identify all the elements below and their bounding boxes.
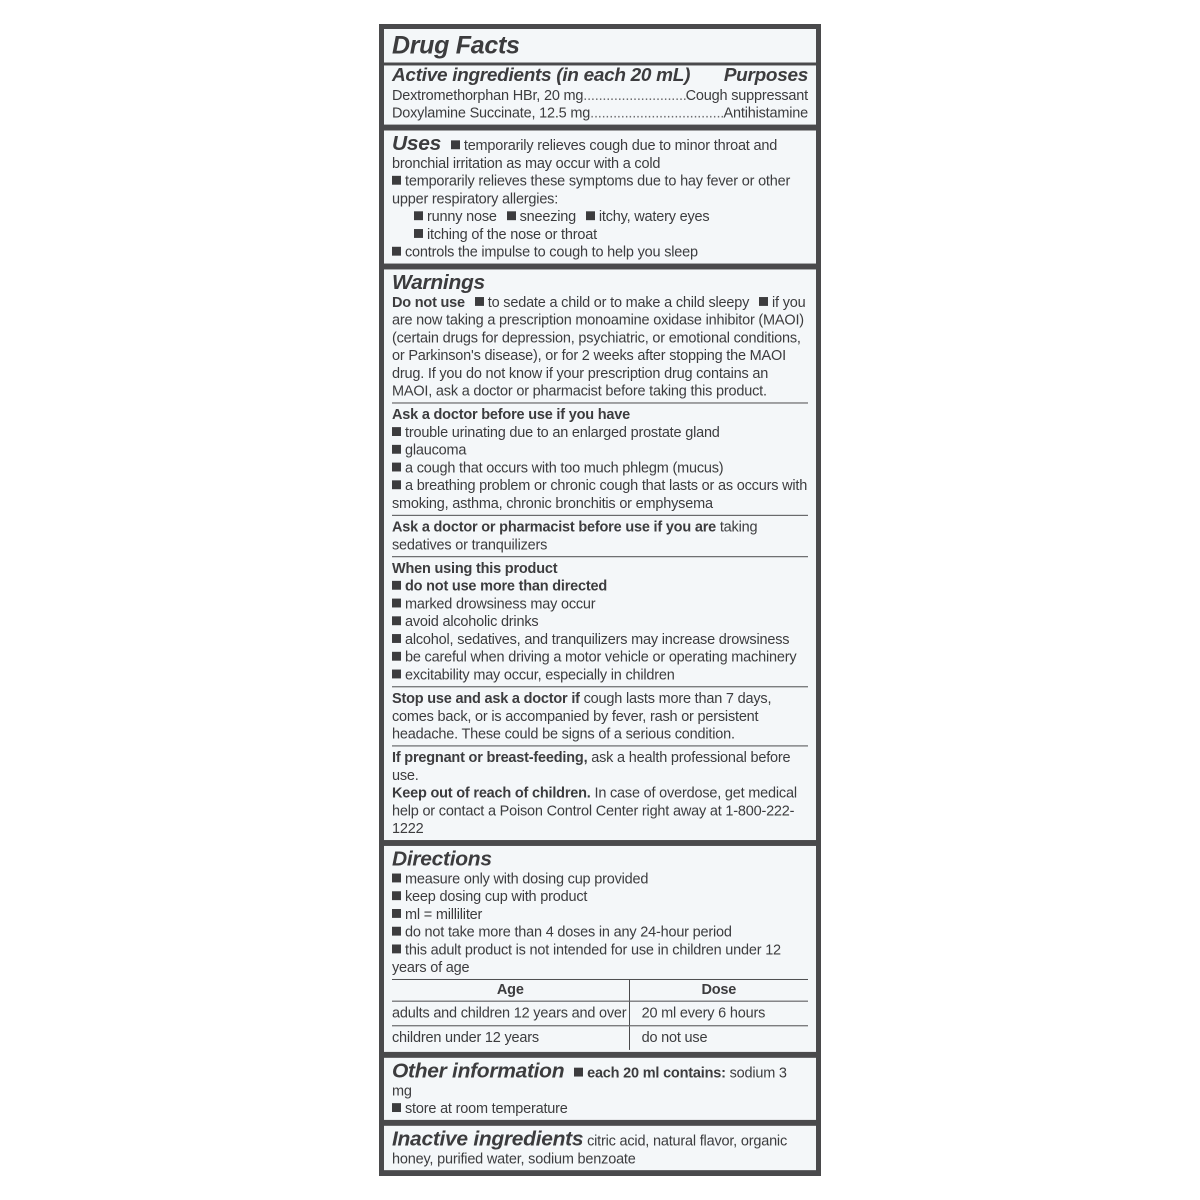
other-info-line [392, 1061, 808, 1100]
ingredient-purpose: Antihistamine [723, 105, 808, 122]
uses-item [392, 244, 808, 262]
bullet-icon [414, 229, 423, 238]
bullet-icon [392, 463, 401, 472]
uses-text: temporarily relieves cough due to minor throat and bronchial irritation as may occur with a cold [392, 138, 778, 172]
direction-text: ml = milliliter [405, 907, 483, 923]
bullet-icon [414, 211, 423, 220]
leader-dots [590, 105, 723, 123]
pregnancy-text: ask a health professional before use. [392, 750, 791, 784]
directions-section [384, 846, 816, 1052]
dose-cell: do not use [629, 1026, 808, 1050]
list-item [392, 442, 808, 460]
divider [392, 402, 808, 403]
active-ingredients-heading: Active ingredients (in each 20 mL) [392, 65, 691, 87]
age-cell: adults and children 12 years and over [392, 1001, 629, 1026]
table-row [392, 1001, 808, 1026]
direction-text: this adult product is not intended for use in children under 12 years of age [392, 942, 781, 977]
divider [392, 745, 808, 746]
bullet-icon [586, 211, 595, 220]
bullet-icon [451, 140, 460, 149]
ask-doctor-heading: Ask a doctor before use if you have [392, 407, 630, 424]
divider [392, 686, 808, 687]
ingredient-row [392, 105, 808, 123]
bullet-icon [759, 297, 768, 306]
direction-text: keep dosing cup with product [405, 889, 588, 906]
symptom: runny nose [427, 209, 497, 226]
list-item [392, 924, 808, 942]
bullet-icon [392, 927, 401, 936]
bullet-icon [392, 581, 401, 590]
condition: a breathing problem or chronic cough that lasts or as occurs with smoking, asthma, chronic bronchitis or emphysema [392, 478, 808, 512]
divider [392, 556, 808, 557]
list-item [392, 460, 808, 478]
ask-pharmacist-label: Ask a doctor or pharmacist before use if you are [392, 519, 716, 536]
uses-heading: Uses [392, 132, 442, 156]
condition: glaucoma [405, 442, 467, 459]
ingredient-purpose: Cough suppressant [685, 88, 808, 104]
stop-use-label: Stop use and ask a doctor if [392, 691, 580, 707]
bullet-icon [392, 874, 401, 883]
divider [392, 515, 808, 516]
bullet-icon [475, 297, 484, 306]
do-not-use-label: Do not use [392, 295, 465, 311]
list-item [392, 1100, 808, 1118]
pregnancy-block [392, 749, 808, 784]
bullet-icon [392, 480, 401, 489]
warnings-section [384, 269, 816, 840]
other-information-heading: Other information [392, 1059, 565, 1083]
bullet-icon [392, 670, 401, 679]
uses-text: temporarily relieves these symptoms due to hay fever or other upper respiratory allergies: [392, 173, 791, 208]
symptom: sneezing [519, 209, 577, 226]
bullet-icon [574, 1068, 583, 1077]
keep-out-text: In case of overdose, get medical help or contact a Poison Control Center right away at 1-800-222-1222 [392, 785, 797, 838]
bullet-icon [507, 211, 516, 220]
list-item [392, 424, 808, 442]
bullet-icon [392, 634, 401, 643]
age-cell: children under 12 years [392, 1030, 539, 1046]
keep-out-block [392, 785, 808, 838]
bullet-icon [392, 599, 401, 608]
leader-dots [583, 87, 685, 105]
warning-text: if you are now taking a prescription monoamine oxidase inhibitor (MAOI) (certain drugs for depression, psychiatric, or emotional conditions, or Parkinson's disease), or for 2 weeks after stopping the MAOI drug. If you do not know if your prescription drug contains an MAOI, ask a doctor or pharmacist before taking this product. [392, 295, 806, 400]
stop-use-block [392, 690, 808, 743]
ask-pharmacist-block [392, 519, 808, 554]
uses-section [384, 131, 816, 264]
do-not-use-block [392, 294, 808, 400]
symptom: itchy, watery eyes [598, 209, 710, 226]
uses-subitems [392, 226, 808, 244]
list-item [392, 906, 808, 924]
list-item [392, 649, 808, 667]
when-using-text: do not use more than directed [405, 578, 608, 595]
uses-item [392, 133, 808, 172]
dose-cell: 20 ml every 6 hours [629, 1001, 808, 1026]
ingredient-name: Doxylamine Succinate, 12.5 mg [392, 105, 591, 122]
when-using-text: be careful when driving a motor vehicle or operating machinery [405, 649, 797, 666]
table-row [392, 1026, 808, 1050]
uses-item [392, 173, 808, 208]
storage-text: store at room temperature [405, 1101, 568, 1117]
active-ingredients-header-row [392, 65, 808, 87]
sodium-value: sodium 3 mg [392, 1065, 787, 1100]
bullet-icon [392, 445, 401, 454]
list-item [392, 613, 808, 631]
list-item [392, 888, 808, 906]
inactive-ingredients-section [384, 1126, 816, 1170]
list-item [392, 871, 808, 889]
age-column-header: Age [392, 979, 629, 1001]
inactive-ingredients-text: citric acid, natural flavor, organic honey, purified water, sodium benzoate [392, 1133, 787, 1168]
ask-pharmacist-text: taking sedatives or tranquilizers [392, 519, 758, 554]
drug-facts-title: Drug Facts [392, 31, 520, 60]
purposes-heading: Purposes [723, 65, 808, 87]
when-using-text: marked drowsiness may occur [405, 596, 596, 613]
list-item [392, 667, 808, 685]
bullet-icon [392, 176, 401, 185]
drug-facts-panel [379, 24, 821, 1176]
pregnancy-label: If pregnant or breast-feeding, [392, 750, 588, 767]
drug-facts-header-section [384, 29, 816, 125]
warning-text: to sedate a child or to make a child sleepy [487, 295, 750, 311]
when-using-text: avoid alcoholic drinks [405, 614, 539, 631]
list-item [392, 596, 808, 614]
uses-subitems [392, 208, 808, 226]
dose-column-header: Dose [629, 979, 808, 1001]
uses-text: controls the impulse to cough to help you sleep [405, 244, 698, 261]
list-item [392, 477, 808, 512]
ingredient-row [392, 87, 808, 105]
bullet-icon [392, 1103, 401, 1112]
bullet-icon [392, 247, 401, 256]
warnings-heading: Warnings [392, 271, 485, 295]
stop-use-text: cough lasts more than 7 days, comes back, or is accompanied by fever, rash or persistent headache. These could be signs of a serious condition. [392, 691, 772, 743]
list-item [392, 578, 808, 596]
directions-heading: Directions [392, 847, 492, 871]
bullet-icon [392, 944, 401, 953]
when-using-heading: When using this product [392, 561, 558, 577]
bullet-icon [392, 616, 401, 625]
direction-text: do not take more than 4 doses in any 24-hour period [405, 924, 732, 941]
other-information-section [384, 1058, 816, 1120]
sodium-label: each 20 ml contains: [587, 1065, 726, 1082]
inactive-ingredients-heading: Inactive ingredients [392, 1127, 584, 1151]
bullet-icon [392, 891, 401, 900]
keep-out-label: Keep out of reach of children. [392, 785, 591, 802]
bullet-icon [392, 909, 401, 918]
symptom: itching of the nose or throat [427, 227, 597, 243]
when-using-text: alcohol, sedatives, and tranquilizers may increase drowsiness [405, 632, 790, 648]
dosage-table [392, 979, 808, 1050]
list-item [392, 942, 808, 977]
list-item [392, 631, 808, 649]
condition: trouble urinating due to an enlarged prostate gland [405, 425, 720, 441]
direction-text: measure only with dosing cup provided [405, 871, 649, 888]
condition: a cough that occurs with too much phlegm (mucus) [405, 460, 724, 477]
bullet-icon [392, 652, 401, 661]
ingredient-name: Dextromethorphan HBr, 20 mg [392, 88, 584, 104]
when-using-text: excitability may occur, especially in children [405, 667, 675, 684]
table-header-row [392, 979, 808, 1001]
bullet-icon [392, 427, 401, 436]
